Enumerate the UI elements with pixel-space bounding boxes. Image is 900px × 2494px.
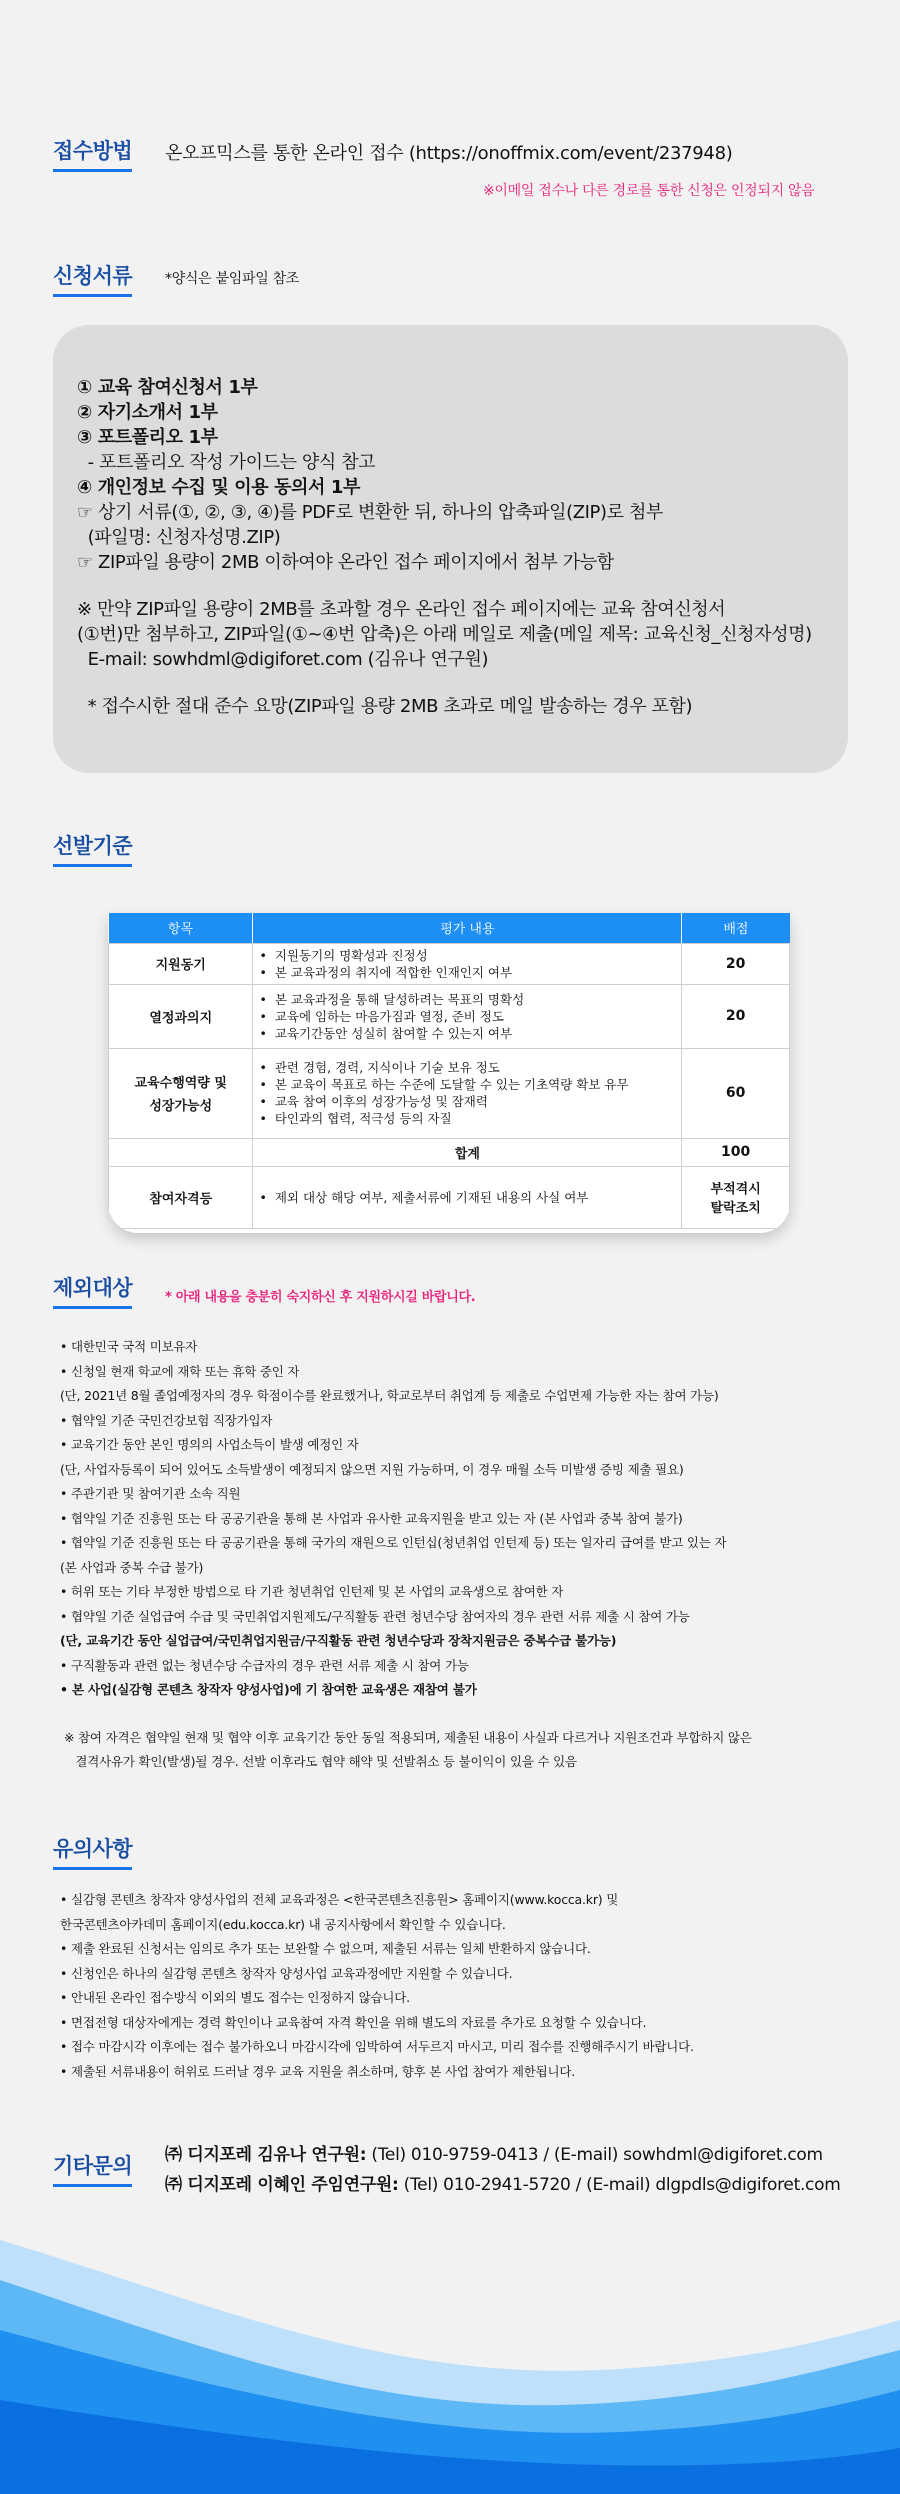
col-header: 항목	[109, 913, 253, 943]
list-item: • 주관기관 및 참여기관 소속 직원	[60, 1486, 241, 1501]
docs-line: ☞ ZIP파일 용량이 2MB 이하여야 온라인 접수 페이지에서 첨부 가능함	[77, 552, 614, 573]
list-item: • 협약일 기준 국민건강보험 직장가입자	[60, 1412, 273, 1428]
list-item: • 대한민국 국적 미보유자	[60, 1339, 198, 1354]
list-item: • 제출 완료된 신청서는 임의로 추가 또는 보완할 수 없으며, 제출된 서류는 일체 반환하지 않습니다.	[60, 1941, 591, 1956]
contact-name: ㈜ 디지포레 김유나 연구원:	[165, 2145, 367, 2165]
docs-line: ④ 개인정보 수집 및 이용 동의서 1부	[77, 477, 361, 498]
exclude-list	[60, 1335, 860, 1703]
docs-line: ① 교육 참여신청서 1부	[77, 377, 258, 398]
row-point: • 관련 경험, 경력, 지식이나 기술 보유 정도	[259, 1059, 675, 1076]
section-title-selection: 선발기준	[53, 830, 132, 867]
section-title-contact: 기타문의	[53, 2150, 132, 2187]
list-item: • 교육기간 동안 본인 명의의 사업소득이 발생 예정인 자	[60, 1437, 359, 1452]
elig-point: • 제외 대상 해당 여부, 제출서류에 기재된 내용의 사실 여부	[259, 1189, 675, 1206]
elig-score: 부적격시	[710, 1182, 761, 1197]
table-row	[109, 984, 790, 1048]
row-point: • 본 교육과정을 통해 달성하려는 목표의 명확성	[259, 991, 675, 1008]
table-row	[109, 943, 790, 984]
row-point: • 지원동기의 명확성과 진정성	[259, 947, 675, 964]
section-title-caution: 유의사항	[53, 1833, 132, 1870]
list-item: • 허위 또는 기타 부정한 방법으로 타 기관 청년취업 인턴제 및 본 사업의 교육생으로 참여한 자	[60, 1584, 564, 1599]
list-item: • 신청인은 하나의 실감형 콘텐츠 창작자 양성사업 교육과정에만 지원할 수 있습니다.	[60, 1965, 513, 1981]
total-label: 합계	[253, 1138, 682, 1166]
method-text: 온오프믹스를 통한 온라인 접수 (https://onoffmix.com/event/237948)	[165, 143, 733, 164]
section-title-docs: 신청서류	[53, 260, 132, 297]
row-item: 교육수행역량 및	[134, 1076, 227, 1091]
list-item: (단, 사업자등록이 되어 있어도 소득발생이 예정되지 않으면 지원 가능하며, 이 경우 매월 소득 미발생 증빙 제출 필요)	[60, 1461, 684, 1477]
contact-line-2	[165, 2170, 840, 2195]
row-score: 60	[682, 1048, 790, 1138]
docs-box	[53, 325, 848, 773]
list-item: (본 사업과 중복 수급 불가)	[60, 1559, 204, 1575]
list-item: • 신청일 현재 학교에 재학 또는 휴학 중인 자	[60, 1363, 300, 1379]
row-point: • 본 교육이 목표로 하는 수준에 도달할 수 있는 기초역량 확보 유무	[259, 1076, 675, 1093]
selection-table	[108, 913, 790, 1229]
row-point: • 교육기간동안 성실히 참여할 수 있는지 여부	[259, 1025, 675, 1042]
docs-line: ☞ 상기 서류(①, ②, ③, ④)를 PDF로 변환한 뒤, 하나의 압축파일(ZIP)로 첨부	[77, 502, 663, 523]
list-item: • 협약일 기준 진흥원 또는 타 공공기관을 통해 국가의 재원으로 인턴십(청년취업 인턴제 등) 또는 일자리 급여를 받고 있는 자	[60, 1535, 727, 1550]
wave-decoration	[0, 2220, 900, 2494]
docs-line: * 접수시한 절대 준수 요망(ZIP파일 용량 2MB 초과로 메일 발송하는 경우 포함)	[77, 696, 693, 717]
list-item: • 접수 마감시각 이후에는 접수 불가하오니 마감시각에 임박하여 서두르지 마시고, 미리 접수를 진행해주시기 바랍니다.	[60, 2039, 694, 2054]
row-item: 지원동기	[109, 943, 253, 984]
list-item: • 협약일 기준 실업급여 수급 및 국민취업지원제도/구직활동 관련 청년수당 참여자의 경우 관련 서류 제출 시 참여 가능	[60, 1608, 690, 1624]
caution-list	[60, 1888, 694, 2084]
contact-line-1	[165, 2140, 823, 2165]
docs-email: E-mail: sowhdml@digiforet.com (김유나 연구원)	[77, 649, 489, 670]
footnote-line: ※ 참여 자격은 협약일 현재 및 협약 이후 교육기간 동안 동일 적용되며, 제출된 내용이 사실과 다르거나 지원조건과 부합하지 않은	[64, 1730, 752, 1745]
docs-line: (파일명: 신청자성명.ZIP)	[77, 527, 281, 548]
list-item: • 구직활동과 관련 없는 청년수당 수급자의 경우 관련 서류 제출 시 참여 가능	[60, 1657, 469, 1673]
contact-detail: (Tel) 010-2941-5720 / (E-mail) dlgpdls@digiforet.com	[398, 2175, 841, 2195]
eligibility-row	[109, 1166, 790, 1228]
list-item: • 면접전형 대상자에게는 경력 확인이나 교육참여 자격 확인을 위해 별도의 자료를 추가로 요청할 수 있습니다.	[60, 2014, 647, 2030]
list-item: (단, 2021년 8월 졸업예정자의 경우 학점이수를 완료했거나, 학교로부터 취업계 등 제출로 수업면제 가능한 자는 참여 가능)	[60, 1388, 719, 1403]
docs-line: - 포트폴리오 작성 가이드는 양식 참고	[77, 452, 376, 473]
docs-note: *양식은 붙임파일 참조	[165, 271, 300, 287]
elig-item: 참여자격등	[109, 1166, 253, 1228]
row-point: • 교육에 임하는 마음가짐과 열정, 준비 정도	[259, 1008, 675, 1025]
row-item: 열정과의지	[109, 984, 253, 1048]
row-point: • 본 교육과정의 취지에 적합한 인재인지 여부	[259, 964, 675, 981]
docs-line: ③ 포트폴리오 1부	[77, 427, 218, 448]
list-item: • 안내된 온라인 접수방식 이외의 별도 접수는 인정하지 않습니다.	[60, 1990, 410, 2005]
col-header: 평가 내용	[253, 913, 682, 943]
list-item: • 협약일 기준 진흥원 또는 타 공공기관을 통해 본 사업과 유사한 교육지원을 받고 있는 자 (본 사업과 중복 참여 불가)	[60, 1510, 683, 1526]
elig-score-2: 탈락조치	[710, 1201, 761, 1216]
list-item: • 본 사업(실감형 콘텐츠 창작자 양성사업)에 기 참여한 교육생은 재참여 불가	[60, 1682, 477, 1697]
row-score: 20	[682, 984, 790, 1048]
selection-table-card	[108, 913, 790, 1233]
contact-name: ㈜ 디지포레 이혜인 주임연구원:	[165, 2175, 399, 2195]
list-item: (단, 교육기간 동안 실업급여/국민취업지원금/구직활동 관련 청년수당과 장착지원금은 중복수급 불가능)	[60, 1633, 617, 1648]
footnote-line: 결격사유가 확인(발생)될 경우. 선발 이후라도 협약 해약 및 선발취소 등 불이익이 있을 수 있음	[64, 1754, 577, 1769]
method-note: ※이메일 접수나 다른 경로를 통한 신청은 인정되지 않음	[483, 183, 815, 199]
row-score: 20	[682, 943, 790, 984]
contact-detail: (Tel) 010-9759-0413 / (E-mail) sowhdml@digiforet.com	[366, 2145, 823, 2165]
row-item-2: 성장가능성	[149, 1099, 213, 1114]
section-title-method: 접수방법	[53, 135, 132, 172]
docs-line: ※ 만약 ZIP파일 용량이 2MB를 초과할 경우 온라인 접수 페이지에는 교육 참여신청서	[77, 599, 726, 620]
row-point: • 타인과의 협력, 적극성 등의 자질	[259, 1110, 675, 1127]
list-item: • 실감형 콘텐츠 창작자 양성사업의 전체 교육과정은 <한국콘텐츠진흥원> 홈페이지(www.kocca.kr) 및	[60, 1892, 619, 1907]
list-item: 한국콘텐츠아카데미 홈페이지(edu.kocca.kr) 내 공지사항에서 확인할 수 있습니다.	[60, 1916, 506, 1932]
section-title-exclude: 제외대상	[53, 1272, 132, 1309]
total-score: 100	[682, 1138, 790, 1166]
total-row	[109, 1138, 790, 1166]
list-item: • 제출된 서류내용이 허위로 드러날 경우 교육 지원을 취소하며, 향후 본 사업 참여가 제한됩니다.	[60, 2063, 576, 2079]
row-point: • 교육 참여 이후의 성장가능성 및 잠재력	[259, 1093, 675, 1110]
table-row	[109, 1048, 790, 1138]
docs-line: ② 자기소개서 1부	[77, 402, 218, 423]
col-header: 배점	[682, 913, 790, 943]
docs-line: (①번)만 첨부하고, ZIP파일(①~④번 압축)은 아래 메일로 제출(메일 제목: 교육신청_신청자성명)	[77, 624, 812, 645]
exclude-note: * 아래 내용을 충분히 숙지하신 후 지원하시길 바랍니다.	[165, 1290, 476, 1305]
exclude-footnote	[64, 1726, 752, 1774]
